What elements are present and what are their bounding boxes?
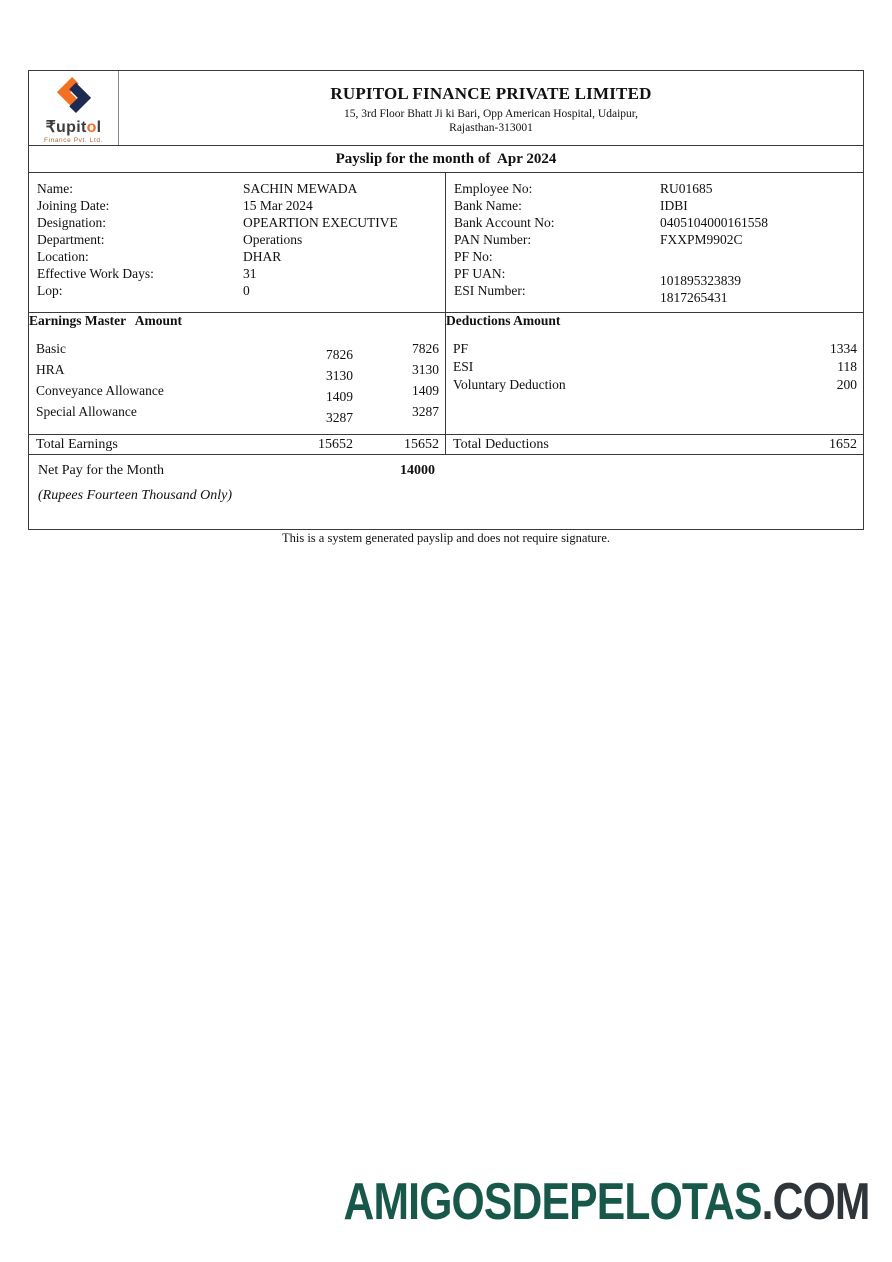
deduction-name: ESI <box>453 359 474 374</box>
payslip-document <box>28 70 864 530</box>
field-value: IDBI <box>660 198 688 213</box>
logo-wordmark: ₹upitol <box>45 118 102 136</box>
table-row <box>29 404 445 425</box>
deductions-header <box>446 313 863 334</box>
earning-amount: 1409 <box>412 383 439 398</box>
total-deductions-amount: 1652 <box>829 436 857 452</box>
table-row <box>29 341 445 362</box>
employee-field <box>37 198 439 215</box>
payslip-header <box>29 71 863 145</box>
watermark-main: AMIGOSDEPELOTAS <box>343 1173 762 1231</box>
net-pay-in-words: (Rupees Fourteen Thousand Only) <box>38 488 233 503</box>
field-label: Name: <box>37 181 73 196</box>
employee-details-right <box>446 173 863 312</box>
total-earnings-master: 15652 <box>318 436 353 452</box>
employee-field <box>37 266 439 283</box>
earning-name: Conveyance Allowance <box>36 383 164 398</box>
earning-name: Special Allowance <box>36 404 137 419</box>
deduction-amount-column-header: Amount <box>513 313 561 328</box>
table-header-row <box>29 312 863 334</box>
field-value: Operations <box>243 232 303 247</box>
employee-field <box>454 198 857 215</box>
employee-field <box>454 232 857 249</box>
field-value: 15 Mar 2024 <box>243 198 313 213</box>
employee-field <box>37 181 439 198</box>
earning-master: 1409 <box>326 389 353 404</box>
field-label: Joining Date: <box>37 198 110 213</box>
field-label: Effective Work Days: <box>37 266 154 281</box>
logo-tagline: Finance Pvt. Ltd. <box>44 136 103 144</box>
employee-field <box>454 181 857 198</box>
field-label: Bank Account No: <box>454 215 555 230</box>
company-address <box>119 107 863 135</box>
watermark-suffix: .COM <box>761 1173 870 1231</box>
total-earnings-amount: 15652 <box>404 436 439 452</box>
earning-amount: 3287 <box>412 404 439 419</box>
deduction-amount: 118 <box>837 359 857 374</box>
table-row <box>29 362 445 383</box>
field-label: ESI Number: <box>454 283 526 298</box>
total-earnings <box>29 435 446 454</box>
table-row <box>29 383 445 404</box>
field-label: Location: <box>37 249 89 264</box>
table-row <box>446 359 863 377</box>
field-label: PF No: <box>454 249 493 264</box>
field-value: 31 <box>243 266 257 281</box>
system-generated-note: This is a system generated payslip and does not require signature. <box>281 531 611 545</box>
logo-diamond-icon <box>52 76 96 119</box>
deduction-amount: 1334 <box>830 341 857 356</box>
field-label: PF UAN: <box>454 266 506 281</box>
field-value: SACHIN MEWADA <box>243 181 358 196</box>
employee-field <box>37 249 439 266</box>
payslip-month-title: Payslip for the month of Apr 2024 <box>29 145 863 172</box>
field-value: 0 <box>243 283 250 298</box>
table-body <box>29 334 863 434</box>
employee-field <box>454 266 857 288</box>
field-label: Bank Name: <box>454 198 522 213</box>
earnings-section <box>29 334 446 434</box>
earning-name: Basic <box>36 341 66 356</box>
company-info <box>119 71 863 145</box>
totals-row <box>29 434 863 455</box>
deduction-name: Voluntary Deduction <box>453 377 566 392</box>
net-pay-label: Net Pay for the Month <box>38 463 164 478</box>
field-value <box>660 249 857 266</box>
field-value: DHAR <box>243 249 282 264</box>
total-earnings-label: Total Earnings <box>36 436 118 452</box>
field-value: FXXPM9902C <box>660 232 743 247</box>
earning-name: HRA <box>36 362 65 377</box>
deductions-section <box>446 334 863 434</box>
field-value: RU01685 <box>660 181 713 196</box>
amount-column-header: Amount <box>134 313 183 328</box>
field-label: Department: <box>37 232 105 247</box>
field-label: Lop: <box>37 283 63 298</box>
earning-amount: 7826 <box>412 341 439 356</box>
field-value: 0405104000161558 <box>660 215 768 230</box>
earning-master: 7826 <box>326 347 353 362</box>
earning-amount: 3130 <box>412 362 439 377</box>
deductions-column-header: Deductions <box>446 313 511 328</box>
employee-field <box>454 215 857 232</box>
field-value: OPEARTION EXECUTIVE <box>243 215 398 230</box>
company-logo <box>29 71 119 145</box>
employee-details-left <box>29 173 446 312</box>
table-row <box>446 341 863 359</box>
employee-field <box>37 283 439 300</box>
deduction-amount: 200 <box>836 377 857 392</box>
employee-field <box>37 215 439 232</box>
earnings-column-header: Earnings <box>29 313 82 328</box>
master-column-header: Master <box>84 313 127 328</box>
deduction-name: PF <box>453 341 469 356</box>
earning-master: 3287 <box>326 410 353 425</box>
earning-master: 3130 <box>326 368 353 383</box>
net-pay-amount: 14000 <box>400 463 435 478</box>
employee-field <box>454 249 857 266</box>
field-label: Designation: <box>37 215 106 230</box>
total-deductions <box>446 435 863 454</box>
field-label: Employee No: <box>454 181 533 196</box>
company-address-line2: Rajasthan-313001 <box>449 122 533 134</box>
watermark <box>344 1172 870 1232</box>
field-value: 1817265431 <box>660 290 728 305</box>
employee-field <box>37 232 439 249</box>
total-deductions-label: Total Deductions <box>453 436 549 452</box>
earnings-header <box>29 313 446 334</box>
table-row <box>446 377 863 395</box>
net-pay-section <box>29 455 863 528</box>
field-value: 101895323839 <box>660 273 741 288</box>
company-name: RUPITOL FINANCE PRIVATE LIMITED <box>330 84 652 103</box>
field-label: PAN Number: <box>454 232 532 247</box>
employee-details <box>29 172 863 312</box>
company-address-line1: 15, 3rd Floor Bhatt Ji ki Bari, Opp American Hospital, Udaipur, <box>343 108 639 120</box>
